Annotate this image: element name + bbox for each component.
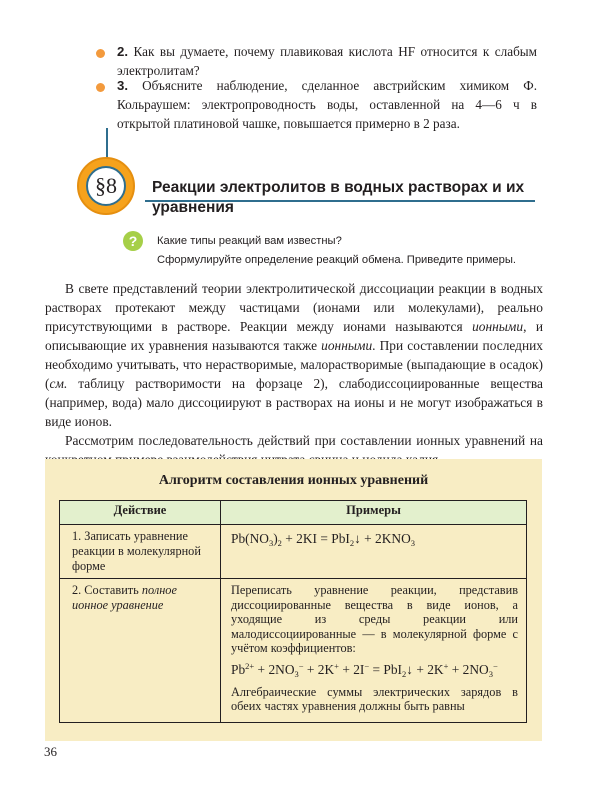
term: ионными (472, 319, 524, 334)
instruction-text: Переписать уравнение реакции, представив диссоциированные вещества в виде ионов, а уходящие из среды реакции или малодиссоциированные — в молекулярной форме с учётом коэффициентов: (231, 583, 518, 655)
table-row (60, 579, 527, 723)
text: 2. Составить (72, 583, 142, 597)
bullet-icon (96, 83, 105, 92)
molecular-equation: $Pb(NO_3)_2 + 2KI$ = PbI$_2$↓ + $2KNO_3$ (231, 531, 415, 548)
text: , и описывающие их уравнения называются также (45, 319, 543, 353)
question-mark-icon: ? (123, 231, 143, 251)
page-number: 36 (44, 744, 57, 759)
section-title: Реакции электролитов в водных растворах и их уравнения (152, 179, 525, 216)
paragraph (45, 279, 543, 431)
table-row (60, 525, 527, 579)
question-text: Объясните наблюдение, сделанное австрийским химиком Ф. Кольраушем: электропроводность воды, оставленной на 4—6 ч в открытой платиновой чашке, повышается примерно в 2 раза. (117, 78, 537, 131)
term: полное ионное уравнение (72, 583, 177, 612)
example-cell (221, 579, 527, 723)
bullet-icon (96, 49, 105, 58)
example-cell (221, 525, 527, 579)
instruction-text: Алгебраические суммы электрических зарядов в обеих частях уравнения должны быть равны (231, 684, 518, 713)
algorithm-box (45, 459, 542, 741)
term: см. (49, 376, 68, 391)
question-number: 2. (117, 44, 128, 59)
algorithm-title: Алгоритм составления ионных уравнений (158, 473, 429, 488)
column-header: Примеры (221, 501, 527, 525)
column-header: Действие (60, 501, 221, 525)
question-text: Как вы думаете, почему плавиковая кислота HF относится к слабым электролитам? (117, 44, 538, 78)
action-cell (60, 579, 221, 723)
review-prompt (157, 232, 547, 270)
main-text (45, 279, 543, 469)
paragraph: Рассмотрим последовательность действий при составлении ионных уравнений на (65, 433, 543, 448)
text: таблицу растворимости на форзаце 2), слабодиссоциированные вещества (например, вода) мало диссоциируют в растворах на ионы и не могут изображаться в виде ионов. (45, 376, 543, 429)
section-number: §8 (86, 166, 126, 206)
question-3 (117, 76, 537, 133)
text: . При составлении последних необходимо учитывать, что нерастворимые, малорастворимые (выпадающие в осадок) ( (45, 338, 543, 391)
text: В свете представлений теории электролитической диссоциации реакции в водных растворах протекают между частицами (ионами или молекулами), реально присутствующими в растворе. Реакции между ионами называются (45, 281, 543, 334)
algorithm-table (59, 500, 527, 723)
prompt-line: Какие типы реакций вам известны? (157, 235, 342, 247)
ionic-equation: $Pb^{2+} + 2NO_3^- + 2K^+ + 2I^-$ = PbI$_2$↓ + $2K^+ + 2NO_3^-$ (231, 660, 498, 679)
section-badge (77, 157, 135, 215)
table-header (60, 501, 527, 525)
question-2 (117, 42, 537, 80)
prompt-line: Сформулируйте определение реакций обмена. Приведите примеры. (157, 254, 517, 266)
question-number: 3. (117, 78, 128, 93)
action-cell: 1. Записать уравнение реакции в молекулярной форме (60, 525, 221, 579)
term: ионными (321, 338, 373, 353)
